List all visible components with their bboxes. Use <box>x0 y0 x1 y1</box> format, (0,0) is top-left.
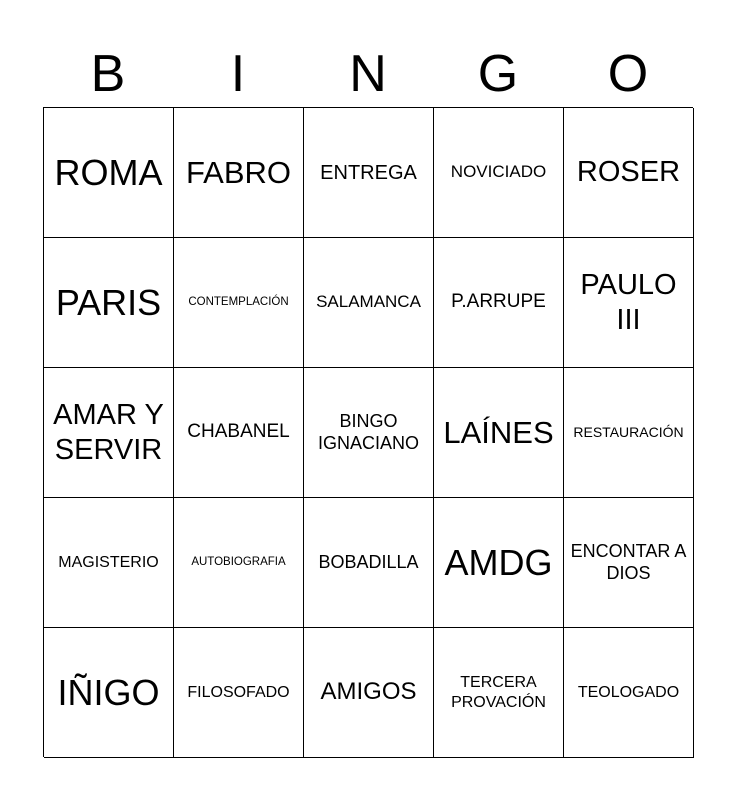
bingo-cell[interactable] <box>434 108 564 238</box>
bingo-board <box>43 107 693 757</box>
cell-text: PAULO III <box>580 268 677 336</box>
cell-text: TEOLOGADO <box>577 683 680 701</box>
header-letter-o: O <box>607 45 649 103</box>
cell-text: P.ARRUPE <box>451 291 546 313</box>
bingo-cell[interactable] <box>304 628 434 758</box>
cell-text: AMDG <box>444 541 553 583</box>
bingo-cell[interactable] <box>44 108 174 238</box>
header-letter-i: I <box>230 45 246 103</box>
bingo-cell[interactable] <box>174 108 304 238</box>
cell-text: CHABANEL <box>187 421 290 443</box>
header-letter-g: G <box>477 45 519 103</box>
cell-text: ROSER <box>576 156 681 189</box>
cell-text: NOVICIADO <box>450 162 547 182</box>
bingo-header <box>43 40 693 108</box>
bingo-cell[interactable] <box>434 238 564 368</box>
cell-text: FILOSOFADO <box>187 683 290 701</box>
cell-text: BOBADILLA <box>318 551 419 572</box>
bingo-cell[interactable] <box>304 368 434 498</box>
bingo-cell[interactable] <box>304 108 434 238</box>
bingo-cell[interactable] <box>174 628 304 758</box>
bingo-cell[interactable] <box>44 368 174 498</box>
bingo-cell[interactable] <box>434 368 564 498</box>
bingo-cell[interactable] <box>434 628 564 758</box>
bingo-cell[interactable] <box>304 498 434 628</box>
cell-text: IÑIGO <box>57 671 160 713</box>
cell-text: ENTREGA <box>320 161 417 184</box>
cell-text: TERCERA PROVACIÓN <box>451 674 546 711</box>
header-letter-b: B <box>90 45 126 103</box>
bingo-cell[interactable] <box>44 498 174 628</box>
cell-text: RESTAURACIÓN <box>573 424 684 441</box>
cell-text: PARIS <box>55 281 162 323</box>
header-letter-n: N <box>349 45 387 103</box>
bingo-cell[interactable] <box>44 238 174 368</box>
cell-text: AMAR Y SERVIR <box>53 398 164 466</box>
cell-text: SALAMANCA <box>316 292 421 312</box>
cell-text: MAGISTERIO <box>58 553 159 571</box>
cell-text: CONTEMPLACIÓN <box>188 295 289 308</box>
bingo-cell[interactable] <box>304 238 434 368</box>
bingo-cell[interactable] <box>564 108 694 238</box>
cell-text: LAÍNES <box>443 414 554 450</box>
bingo-cell[interactable] <box>564 628 694 758</box>
cell-text: ENCONTAR A DIOS <box>570 540 687 583</box>
cell-text: BINGO IGNACIANO <box>317 410 419 453</box>
cell-text: ROMA <box>54 151 163 193</box>
bingo-cell[interactable] <box>434 498 564 628</box>
bingo-cell[interactable] <box>174 498 304 628</box>
bingo-cell[interactable] <box>564 238 694 368</box>
cell-text: FABRO <box>185 154 292 190</box>
bingo-cell[interactable] <box>564 498 694 628</box>
bingo-cell[interactable] <box>564 368 694 498</box>
bingo-cell[interactable] <box>44 628 174 758</box>
bingo-cell[interactable] <box>174 368 304 498</box>
cell-text: AMIGOS <box>320 678 417 706</box>
bingo-cell[interactable] <box>174 238 304 368</box>
cell-text: AUTOBIOGRAFIA <box>191 555 286 568</box>
